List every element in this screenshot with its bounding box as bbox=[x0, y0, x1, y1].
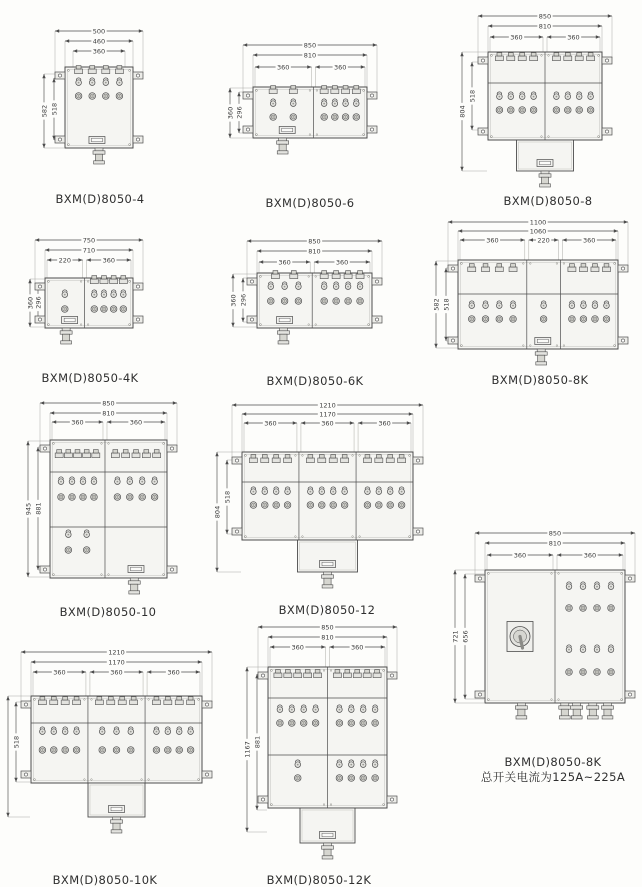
svg-text:810: 810 bbox=[102, 409, 115, 418]
technical-drawing-bxm-d-8050-8k-main bbox=[438, 508, 640, 793]
svg-text:360: 360 bbox=[92, 47, 106, 56]
svg-text:360: 360 bbox=[486, 236, 499, 245]
diagram-caption: BXM(D)8050-8K bbox=[504, 755, 602, 769]
diagram-bxm-d-8050-8k-main bbox=[438, 508, 640, 793]
svg-text:850: 850 bbox=[548, 529, 562, 538]
svg-text:721: 721 bbox=[451, 630, 460, 643]
diagram-caption: BXM(D)8050-6K bbox=[266, 374, 364, 388]
svg-text:360: 360 bbox=[582, 236, 596, 245]
svg-text:518: 518 bbox=[12, 735, 21, 749]
svg-text:518: 518 bbox=[468, 89, 477, 103]
diagram-bxm-d-8050-6k bbox=[226, 226, 418, 414]
diagram-bxm-d-8050-8 bbox=[440, 4, 640, 212]
technical-drawing-bxm-d-8050-12k bbox=[238, 622, 436, 885]
technical-drawing-bxm-d-8050-6 bbox=[226, 24, 418, 212]
svg-text:220: 220 bbox=[58, 256, 72, 265]
diagram-caption: BXM(D)8050-8K bbox=[491, 373, 589, 387]
svg-text:850: 850 bbox=[303, 41, 317, 50]
diagram-bxm-d-8050-10 bbox=[16, 392, 214, 625]
svg-text:360: 360 bbox=[129, 418, 143, 427]
technical-drawing-bxm-d-8050-10k bbox=[2, 630, 242, 885]
diagram-caption: BXM(D)8050-10K bbox=[52, 873, 158, 887]
svg-text:1210: 1210 bbox=[108, 648, 125, 657]
svg-text:850: 850 bbox=[538, 12, 552, 21]
svg-text:360: 360 bbox=[583, 551, 597, 560]
diagram-bxm-d-8050-12k bbox=[238, 622, 436, 885]
svg-text:360: 360 bbox=[278, 258, 291, 267]
svg-text:360: 360 bbox=[291, 643, 304, 652]
svg-text:460: 460 bbox=[92, 37, 106, 46]
diagram-caption: BXM(D)8050-4 bbox=[55, 192, 145, 206]
svg-text:582: 582 bbox=[40, 104, 49, 118]
svg-text:360: 360 bbox=[264, 419, 277, 428]
svg-text:518: 518 bbox=[50, 102, 59, 116]
svg-text:804: 804 bbox=[213, 505, 222, 519]
svg-text:360: 360 bbox=[513, 551, 527, 560]
svg-text:360: 360 bbox=[351, 643, 364, 652]
svg-text:360: 360 bbox=[229, 294, 238, 307]
svg-text:1060: 1060 bbox=[529, 227, 547, 236]
svg-text:1210: 1210 bbox=[319, 401, 336, 410]
diagram-caption: BXM(D)8050-8 bbox=[503, 194, 593, 208]
svg-text:881: 881 bbox=[34, 502, 43, 515]
diagram-bxm-d-8050-8k bbox=[428, 216, 642, 393]
technical-drawing-bxm-d-8050-4 bbox=[30, 18, 206, 210]
svg-text:750: 750 bbox=[82, 236, 96, 245]
technical-drawing-bxm-d-8050-4k bbox=[22, 226, 218, 388]
svg-text:360: 360 bbox=[276, 63, 290, 72]
svg-text:810: 810 bbox=[308, 247, 321, 256]
svg-text:360: 360 bbox=[71, 418, 84, 427]
svg-text:710: 710 bbox=[82, 246, 96, 255]
svg-text:850: 850 bbox=[308, 237, 321, 246]
svg-text:582: 582 bbox=[432, 298, 441, 311]
svg-text:656: 656 bbox=[461, 630, 470, 643]
svg-text:810: 810 bbox=[548, 539, 562, 548]
diagram-bxm-d-8050-10k bbox=[2, 630, 242, 885]
technical-drawing-bxm-d-8050-8 bbox=[440, 4, 640, 212]
svg-text:518: 518 bbox=[442, 298, 451, 311]
svg-text:1170: 1170 bbox=[108, 658, 125, 667]
svg-text:296: 296 bbox=[239, 293, 248, 307]
svg-text:360: 360 bbox=[335, 258, 349, 267]
svg-text:850: 850 bbox=[102, 399, 115, 408]
svg-text:810: 810 bbox=[321, 633, 334, 642]
svg-text:296: 296 bbox=[34, 296, 43, 309]
svg-text:500: 500 bbox=[92, 27, 106, 36]
svg-text:360: 360 bbox=[26, 296, 35, 310]
svg-text:1100: 1100 bbox=[529, 218, 547, 227]
svg-text:360: 360 bbox=[226, 106, 235, 120]
svg-text:945: 945 bbox=[24, 502, 33, 516]
svg-text:360: 360 bbox=[567, 33, 580, 42]
svg-text:360: 360 bbox=[378, 419, 391, 428]
diagram-caption: BXM(D)8050-10 bbox=[59, 605, 157, 619]
diagram-caption-note: 总开关电流为125A~225A bbox=[480, 770, 626, 784]
svg-text:850: 850 bbox=[321, 623, 334, 632]
diagram-caption: BXM(D)8050-12K bbox=[266, 873, 372, 887]
svg-text:804: 804 bbox=[458, 105, 467, 118]
svg-text:360: 360 bbox=[110, 668, 123, 677]
diagram-caption: BXM(D)8050-4K bbox=[41, 371, 139, 385]
svg-text:810: 810 bbox=[303, 51, 317, 60]
svg-text:881: 881 bbox=[253, 735, 262, 749]
svg-text:220: 220 bbox=[537, 236, 550, 245]
svg-text:360: 360 bbox=[102, 256, 116, 265]
technical-drawing-bxm-d-8050-8k bbox=[428, 216, 642, 393]
technical-drawing-bxm-d-8050-10 bbox=[16, 392, 214, 625]
svg-text:518: 518 bbox=[223, 490, 232, 504]
technical-drawing-bxm-d-8050-12 bbox=[212, 392, 438, 632]
diagram-bxm-d-8050-12 bbox=[212, 392, 438, 632]
svg-text:1167: 1167 bbox=[243, 741, 252, 758]
diagram-caption: BXM(D)8050-6 bbox=[265, 196, 355, 210]
svg-text:296: 296 bbox=[235, 106, 244, 119]
diagram-bxm-d-8050-6 bbox=[226, 24, 418, 212]
diagram-bxm-d-8050-4 bbox=[30, 18, 206, 210]
svg-text:360: 360 bbox=[321, 419, 334, 428]
svg-text:1170: 1170 bbox=[319, 410, 336, 419]
svg-text:810: 810 bbox=[538, 22, 552, 31]
svg-text:360: 360 bbox=[510, 33, 523, 42]
diagram-caption: BXM(D)8050-12 bbox=[278, 603, 376, 617]
svg-text:360: 360 bbox=[333, 63, 347, 72]
svg-text:360: 360 bbox=[167, 668, 180, 677]
svg-text:360: 360 bbox=[53, 668, 66, 677]
diagram-bxm-d-8050-4k bbox=[22, 226, 218, 388]
